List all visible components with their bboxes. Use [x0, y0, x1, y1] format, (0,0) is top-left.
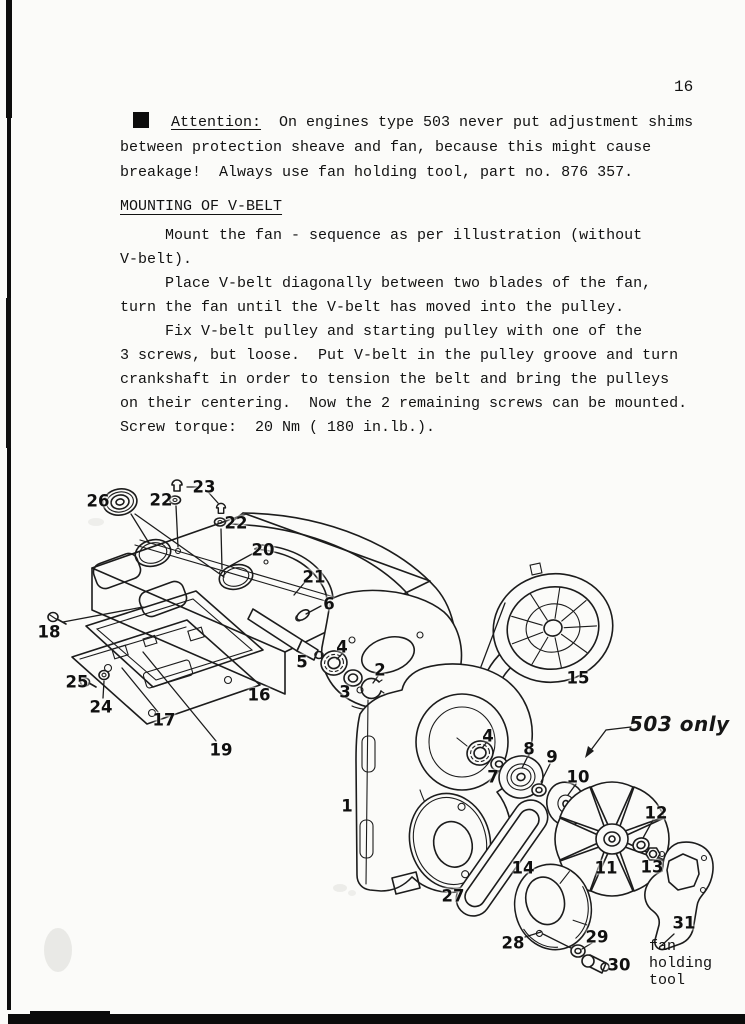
scan-edge-bottom-notch [30, 1011, 110, 1016]
part-label-10: 10 [566, 767, 590, 787]
scan-edge-left-blob [6, 0, 12, 118]
washer-24-drawing [99, 671, 109, 680]
part-label-21: 21 [302, 567, 326, 587]
text-line: crankshaft in order to tension the belt and bring the pulleys [120, 371, 670, 388]
part-label-2: 2 [374, 660, 386, 680]
part-label-20: 20 [251, 540, 275, 560]
part-label-13: 13 [640, 857, 664, 877]
part-label-4: 4 [336, 637, 348, 657]
text-line: Screw torque: 20 Nm ( 180 in.lb.). [120, 419, 436, 436]
section-heading: MOUNTING OF V-BELT [120, 198, 283, 215]
scan-edge-bottom [8, 1014, 745, 1024]
part-label-14: 14 [511, 858, 535, 878]
part-label-12: 12 [644, 803, 668, 823]
part-label-23: 23 [192, 477, 216, 497]
attention-bullet-square [133, 112, 149, 128]
text-line: fan [649, 938, 677, 955]
part-label-3: 3 [339, 682, 351, 702]
part-label-17: 17 [152, 710, 176, 730]
text-line: V-belt). [120, 251, 193, 268]
part-label-31: 31 [672, 913, 696, 933]
text-line: Place V-belt diagonally between two blades of the fan, [120, 275, 652, 292]
part-label-8: 8 [523, 739, 535, 759]
part-label-15: 15 [566, 668, 590, 688]
part-label-5: 5 [296, 652, 308, 672]
attention-first-line-text: On engines type 503 never put adjustment shims [261, 114, 694, 131]
attention-continuation [120, 135, 720, 185]
part-label-25: 25 [65, 672, 89, 692]
washer-9-drawing [532, 784, 546, 796]
part-label-18: 18 [37, 622, 61, 642]
text-line: turn the fan until the V-belt has moved into the pulley. [120, 299, 625, 316]
scan-edge-left-blob2 [6, 298, 11, 448]
page-number: 16 [674, 78, 694, 96]
part-label-19: 19 [209, 740, 233, 760]
part-label-11: 11 [594, 858, 618, 878]
text-line: on their centering. Now the 2 remaining screws can be mounted. [120, 395, 688, 412]
part-label-22: 22 [149, 490, 173, 510]
text-line: between protection sheave and fan, because this might cause [120, 139, 652, 156]
part-label-1: 1 [341, 796, 353, 816]
part-label-28: 28 [501, 933, 525, 953]
text-line: 3 screws, but loose. Put V-belt in the pulley groove and turn [120, 347, 679, 364]
part-label-26: 26 [86, 491, 110, 511]
part-label-6: 6 [323, 594, 335, 614]
screw-23a-drawing [172, 480, 182, 491]
text-line: tool [649, 972, 686, 989]
part-label-29: 29 [585, 927, 609, 947]
part-label-4: 4 [482, 726, 494, 746]
plug-6-drawing [294, 608, 311, 623]
503-arrow [585, 727, 631, 758]
part-label-16: 16 [247, 685, 271, 705]
text-line: holding [649, 955, 713, 972]
annotation-503-only: 503 only [629, 712, 730, 736]
attention-paragraph [120, 110, 720, 185]
fan-holding-tool-label [649, 938, 712, 989]
washer-29-drawing [571, 945, 585, 957]
attention-label: Attention: [171, 114, 262, 131]
text-line: breakage! Always use fan holding tool, part no. 876 357. [120, 164, 634, 181]
section-body [120, 224, 687, 440]
part-label-27: 27 [441, 886, 465, 906]
screw-30-drawing [582, 955, 609, 973]
part-label-24: 24 [89, 697, 113, 717]
text-line: Mount the fan - sequence as per illustration (without [120, 227, 643, 244]
attention-first-line [120, 110, 720, 135]
part-label-22: 22 [224, 513, 248, 533]
part-label-30: 30 [607, 955, 631, 975]
scan-edge-left [7, 0, 11, 1010]
text-line: Fix V-belt pulley and starting pulley with one of the [120, 323, 643, 340]
part-label-9: 9 [546, 747, 558, 767]
part-label-7: 7 [487, 767, 499, 787]
screw-23b-drawing [217, 503, 226, 513]
